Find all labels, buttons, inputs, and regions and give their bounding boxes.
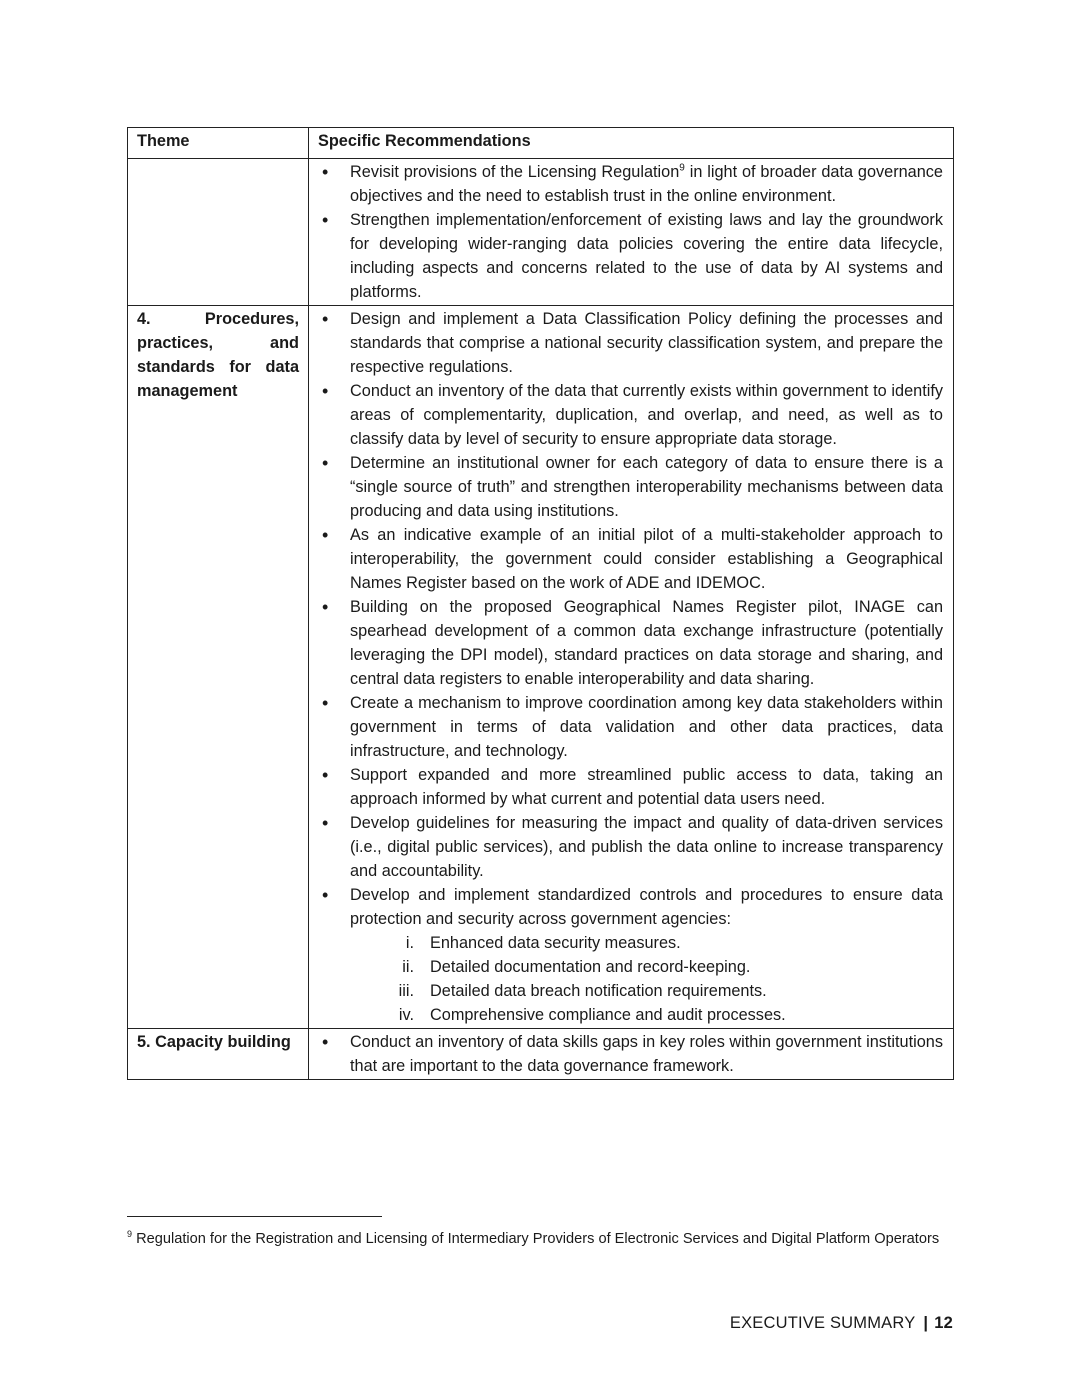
sub-list-item — [350, 979, 943, 1003]
list-item: • Design and implement a Data Classification Policy defining the processes and standards that comprise a national security classification system, and prepare the respective regulations. — [318, 307, 943, 379]
page-number: 12 — [934, 1314, 953, 1332]
list-item-text: in light of broader data governance objectives and the need to establish trust in the online environment. — [350, 163, 943, 205]
table-row-continued — [128, 159, 954, 306]
list-item-text: • Develop and implement standardized controls and procedures to ensure data protection and security across government agencies: — [350, 886, 943, 928]
recommendations-cell — [309, 1029, 954, 1080]
table-header-row — [128, 128, 954, 159]
sub-list-number: iv. — [398, 1006, 414, 1024]
sub-list-item — [350, 955, 943, 979]
sub-list-item — [350, 1003, 943, 1027]
page-footer — [730, 1312, 953, 1334]
recommendations-table — [127, 127, 954, 1080]
footer-separator: | — [923, 1314, 929, 1332]
header-recommendations: Specific Recommendations — [309, 128, 954, 159]
recommendations-cell — [309, 159, 954, 306]
list-item: • Strengthen implementation/enforcement of existing laws and lay the groundwork for developing wider-ranging data policies covering the entire data lifecycle, including aspects and concerns related to the use of data by AI systems and platforms. — [318, 208, 943, 304]
list-item: • Building on the proposed Geographical Names Register pilot, INAGE can spearhead development of a common data exchange infrastructure (potentially leveraging the DPI model), standard practices on data storage and sharing, and central data registers to enable interoperability and data sharing. — [318, 595, 943, 691]
sub-list-text: Detailed documentation and record-keeping. — [430, 958, 751, 976]
sub-list-number: iii. — [398, 982, 414, 1000]
sub-list-text: Detailed data breach notification requirements. — [430, 982, 767, 1000]
theme-cell: 5. Capacity building — [128, 1029, 309, 1080]
sub-list-number: ii. — [402, 958, 414, 976]
sub-list-number: i. — [405, 934, 414, 952]
recommendation-list — [318, 160, 943, 304]
list-item — [318, 160, 943, 208]
table-row-procedures — [128, 306, 954, 1029]
recommendation-list — [318, 1030, 943, 1078]
sub-list-item — [350, 931, 943, 955]
footnote-divider — [127, 1216, 382, 1217]
list-item — [318, 883, 943, 1027]
theme-cell: 4. Procedures, practices, and standards for data management — [128, 306, 309, 1029]
header-theme: Theme — [128, 128, 309, 159]
sub-list — [350, 931, 943, 1027]
sub-list-text: Enhanced data security measures. — [430, 934, 681, 952]
sub-list-text: Comprehensive compliance and audit processes. — [430, 1006, 786, 1024]
list-item: • Conduct an inventory of the data that currently exists within government to identify areas of complementarity, duplication, and overlap, and need, as well as to classify data by level of security to ensure appropriate data storage. — [318, 379, 943, 451]
list-item: • Create a mechanism to improve coordination among key data stakeholders within government in terms of data validation and other data practices, data infrastructure, and technology. — [318, 691, 943, 763]
table-row-capacity — [128, 1029, 954, 1080]
footnote-text: Regulation for the Registration and Licensing of Intermediary Providers of Electronic Services and Digital Platform Operators — [136, 1231, 940, 1247]
theme-cell-empty — [128, 159, 309, 306]
list-item: • As an indicative example of an initial pilot of a multi-stakeholder approach to interoperability, the government could consider establishing a Geographical Names Register based on the work of ADE and IDEMOC. — [318, 523, 943, 595]
recommendation-list — [318, 307, 943, 1027]
list-item: • Support expanded and more streamlined public access to data, taking an approach informed by what current and potential data users need. — [318, 763, 943, 811]
footnote — [127, 1228, 953, 1250]
recommendations-cell — [309, 306, 954, 1029]
footnote-number: 9 — [127, 1229, 133, 1240]
footnote-ref: 9 — [679, 162, 685, 174]
footer-section-title: EXECUTIVE SUMMARY — [729, 1314, 916, 1332]
list-item: • Develop guidelines for measuring the impact and quality of data-driven services (i.e., digital public services), and publish the data online to increase transparency and accountability. — [318, 811, 943, 883]
list-item: • Conduct an inventory of data skills gaps in key roles within government institutions that are important to the data governance framework. — [318, 1030, 943, 1078]
list-item-text: Revisit provisions of the Licensing Regulation — [350, 163, 680, 181]
list-item: • Determine an institutional owner for each category of data to ensure there is a “single source of truth” and strengthen interoperability mechanisms between data producing and data using institutions. — [318, 451, 943, 523]
